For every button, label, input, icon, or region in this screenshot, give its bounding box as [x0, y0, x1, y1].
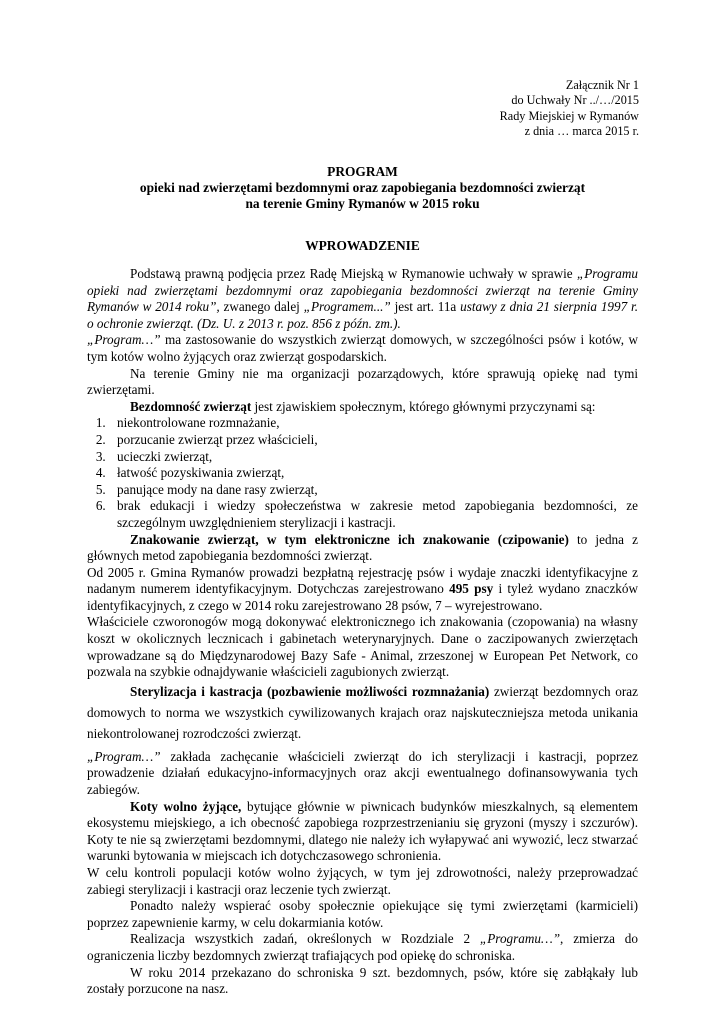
- paragraph-program-sterilization: [87, 749, 638, 799]
- list-item: 4. łatwość pozyskiwania zwierząt,: [109, 465, 638, 482]
- program-short-name: „Programem...”: [303, 299, 391, 315]
- paragraph-registration: [87, 565, 638, 615]
- section-heading: WPROWADZENIE: [305, 238, 420, 253]
- paragraph-sterilization: [87, 681, 638, 744]
- program-short-name: „Programu…”: [479, 931, 561, 947]
- text-run: jest art. 11a: [390, 299, 461, 315]
- paragraph-tasks: [87, 931, 638, 964]
- document-body: [87, 266, 638, 998]
- annex-line: do Uchwały Nr ../…/2015: [511, 93, 639, 108]
- title-line: opieki nad zwierzętami bezdomnymi oraz zapobiegania bezdomności zwierząt: [139, 180, 586, 195]
- paragraph-chipping: Właściciele czworonogów mogą dokonywać elektronicznego ich znakowania (czopowania) na własny koszt w okolicznych lecznicach i gabinetach weterynaryjnych. Dane o zaczipowanych zwierzętach wprowadzane są do Międzynarodowej Bazy Safe - Animal, zrzeszonej w European Pet Network, co pozwala na szybkie odnajdywanie właścicieli zagubionych zwierząt.: [87, 614, 638, 680]
- program-short-name: „Program…”: [87, 748, 161, 764]
- bold-term: Znakowanie zwierząt, w tym elektroniczne ich znakowanie (czipowanie): [130, 531, 569, 547]
- text-run: , zmierza do ograniczenia liczby bezdomnych zwierząt trafiających pod opiekę do schroniska.: [87, 931, 638, 963]
- annex-header: [500, 78, 639, 140]
- list-item: 6. brak edukacji i wiedzy społeczeństwa w zakresie metod zapobiegania bezdomności, ze szczególnym uwzględnieniem sterylizacji i kastracji.: [109, 498, 638, 531]
- list-item: 2. porzucanie zwierząt przez właścicieli,: [109, 432, 638, 449]
- text-run: zwierząt bezdomnych oraz domowych to norma we wszystkich cywilizowanych krajach oraz najskuteczniejsza metoda unikania niekontrolowanej rozrodczości zwierząt.: [87, 683, 638, 741]
- text-run: zwanego dalej: [219, 299, 304, 315]
- paragraph-marking: [87, 532, 638, 565]
- paragraph-organizations: Na terenie Gminy nie ma organizacji pozarządowych, które sprawują opiekę nad tymi zwierzętami.: [87, 365, 638, 398]
- annex-line: Rady Miejskiej w Rymanów: [499, 108, 639, 123]
- program-name: „Programu opieki nad zwierzętami bezdomnymi oraz zapobiegania bezdomności zwierząt na terenie Gminy Rymanów w 2014 roku”,: [87, 266, 638, 315]
- bold-term: Bezdomność zwierząt: [130, 398, 252, 414]
- title-line: na terenie Gminy Rymanów w 2015 roku: [245, 196, 480, 211]
- text-run: i tyleż wydano znaczków identyfikacyjnych, z czego w 2014 roku zarejestrowano 28 psów, 7 – wyrejestrowano.: [87, 581, 639, 613]
- bold-term: Sterylizacja i kastracja (pozbawienie możliwości rozmnażania): [130, 683, 490, 699]
- text-run: jest zjawiskiem społecznym, którego głównymi przyczynami są:: [251, 398, 596, 414]
- paragraph-shelter-2014: W roku 2014 przekazano do schroniska 9 szt. bezdomnych, psów, które się zabłąkały lub zostały porzucone na nasz.: [87, 964, 638, 997]
- title-line: PROGRAM: [327, 164, 398, 179]
- paragraph-free-living-cats: [87, 799, 638, 865]
- paragraph-homelessness: [87, 399, 638, 416]
- list-item: 1. niekontrolowane rozmnażanie,: [109, 415, 638, 432]
- document-title: [87, 164, 638, 212]
- text-run: ma zastosowanie do wszystkich zwierząt domowych, w szczególności psów i kotów, w tym kotów wolno żyjących oraz zwierząt gospodarskich.: [87, 332, 638, 364]
- annex-line: Załącznik Nr 1: [565, 78, 639, 92]
- registered-dogs-count: 495 psy: [449, 581, 494, 597]
- text-run: Od 2005 r. Gmina Rymanów prowadzi bezpłatną rejestrację psów i wydaje znaczki identyfikacyjne z nadanym numerem identyfikacyjnym. Dotychczas zarejestrowano: [87, 564, 638, 597]
- bold-term: Koty wolno żyjące,: [130, 798, 242, 814]
- text-run: to jedna z głównych metod zapobiegania bezdomności zwierząt.: [87, 531, 638, 564]
- causes-list: [87, 415, 638, 531]
- list-item: 3. ucieczki zwierząt,: [109, 449, 638, 466]
- text-run: zakłada zachęcanie właścicieli zwierząt do ich sterylizacji i kastracji, poprzez prowadzenie działań edukacyjno-informacyjnych oraz akcji ewentualnego dofinansowywania tych zabiegów.: [87, 748, 638, 798]
- annex-line: z dnia … marca 2015 r.: [524, 124, 639, 139]
- list-item: 5. panujące mody na dane rasy zwierząt,: [109, 482, 638, 499]
- text-run: Podstawą prawną podjęcia przez Radę Miejską w Rymanowie uchwały w sprawie: [130, 266, 577, 281]
- text-run: Realizacja wszystkich zadań, określonych w Rozdziale 2: [130, 931, 480, 947]
- paragraph-scope: [87, 332, 638, 365]
- text-run: bytujące głównie w piwnicach budynków mieszkalnych, są elementem ekosystemu miejskiego, a ich obecność zapobiega rozprzestrzenianiu się gryzoni (myszy i szczurów). Koty te nie są zwierzętami bezdomnymi, dlatego nie należy ich wyłapywać ani wywozić, lecz stwarzać warunki bytowania w miejscach ich dotychczasowego schronienia.: [87, 798, 638, 864]
- paragraph-caretakers: Ponadto należy wspierać osoby społecznie opiekujące się tymi zwierzętami (karmicieli) poprzez zapewnienie karmy, w celu dokarmiania kotów.: [87, 898, 638, 930]
- statute-reference: ustawy z dnia 21 sierpnia 1997 r. o ochronie zwierząt. (Dz. U. z 2013 r. poz. 856 z późn. zm.).: [87, 299, 638, 331]
- program-short-name: „Program…”: [87, 332, 161, 348]
- paragraph-cat-population: W celu kontroli populacji kotów wolno żyjących, w tym jej zdrowotności, należy przeprowadzać zabiegi sterylizacji i kastracji oraz leczenie tych zwierząt.: [87, 865, 638, 897]
- paragraph-legal-basis: [87, 266, 638, 332]
